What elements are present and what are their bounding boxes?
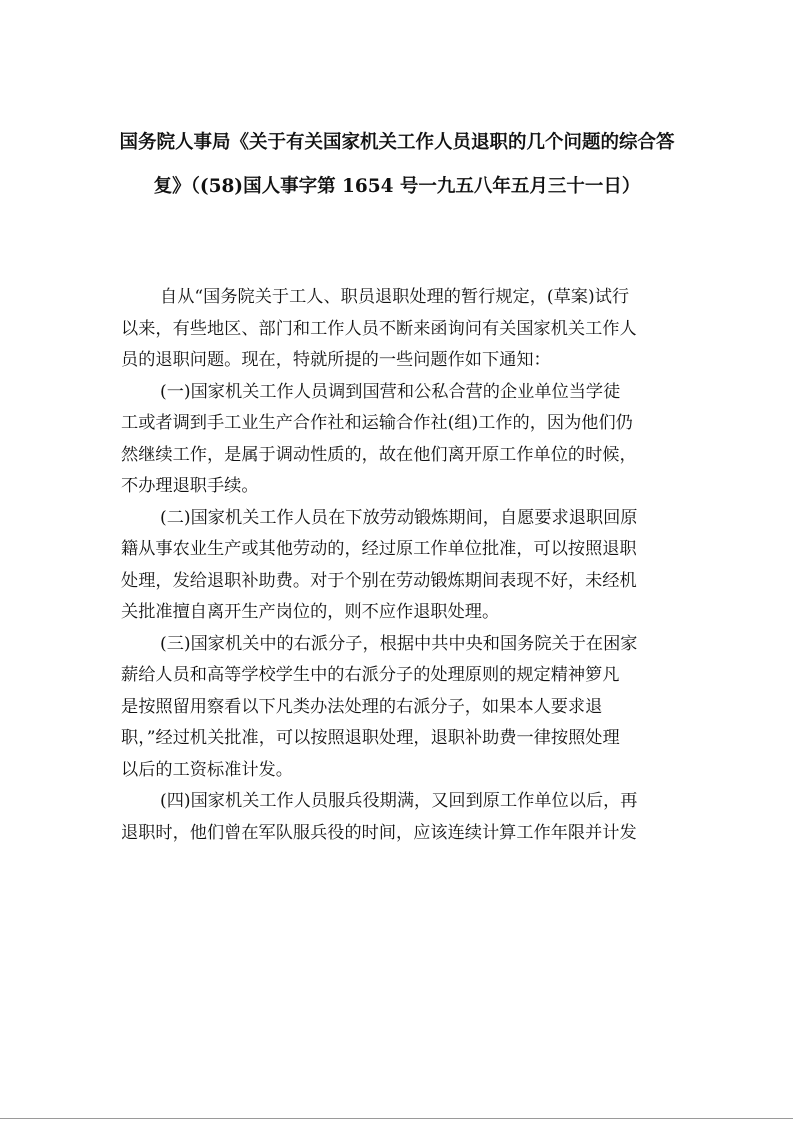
paragraph-item-1-line-4: 不办理退职手续。 [121, 476, 259, 496]
document-body [121, 282, 677, 849]
paragraph-item-2-line-3: 处理，发给退职补助费。对于个别在劳动锻炼期间表现不好，未经机 [121, 570, 637, 591]
paragraph-item-2-line-4: 关批准擅自离开生产岗位的，则不应作退职处理。 [121, 602, 500, 622]
page-bottom-divider [0, 1118, 793, 1119]
paragraph-item-1-line-2: 工或者调到手工业生产合作社和运输合作社(组)工作的，因为他们仍 [121, 413, 633, 433]
paragraph-item-3-line-4: 职，”经过机关批准，可以按照退职处理，退职补助费一律按照处理 [121, 728, 620, 748]
title-line-1: 国务院人事局《关于有关国家机关工作人员退职的几个问题的综合答 [119, 132, 675, 153]
paragraph-intro-line-1: 自从“国务院关于工人、职员退职处理的暂行规定，(草案)试行 [160, 287, 630, 307]
paragraph-intro-line-3: 员的退职问题。现在，特就所提的一些问题作如下通知： [121, 350, 551, 370]
paragraph-item-3-line-5: 以后的工资标准计发。 [121, 759, 293, 780]
paragraph-item-1-line-1: (一)国家机关工作人员调到国营和公私合营的企业单位当学徒 [160, 381, 621, 402]
paragraph-intro-line-2: 以来，有些地区、部门和工作人员不断来函询问有关国家机关工作人 [121, 318, 637, 339]
paragraph-item-4-line-1: (四)国家机关工作人员服兵役期满，又回到原工作单位以后，再 [160, 791, 638, 811]
document-title [100, 121, 694, 209]
paragraph-item-3-line-1: (三)国家机关中的右派分子，根据中共中央和国务院关于在困家 [160, 633, 638, 654]
paragraph-item-2-line-2: 籍从事农业生产或其他劳动的，经过原工作单位批准，可以按照退职 [121, 539, 637, 559]
paragraph-item-3-line-2: 薪给人员和高等学校学生中的右派分子的处理原则的规定精神箩凡 [121, 665, 620, 685]
paragraph-item-4-line-2: 退职时，他们曾在军队服兵役的时间，应该连续计算工作年限并计发 [121, 822, 637, 843]
paragraph-item-1-line-3: 然继续工作，是属于调动性质的，故在他们离开原工作单位的时候， [121, 444, 637, 465]
paragraph-item-3-line-3: 是按照留用察看以下凡类办法处理的右派分子，如果本人要求退 [121, 696, 603, 717]
title-line-2: 复》（(58)国人事字第 1654 号一九五八年五月三十一日） [153, 176, 641, 197]
paragraph-item-2-line-1: (二)国家机关工作人员在下放劳动锻炼期间，自愿要求退职回原 [160, 507, 638, 528]
